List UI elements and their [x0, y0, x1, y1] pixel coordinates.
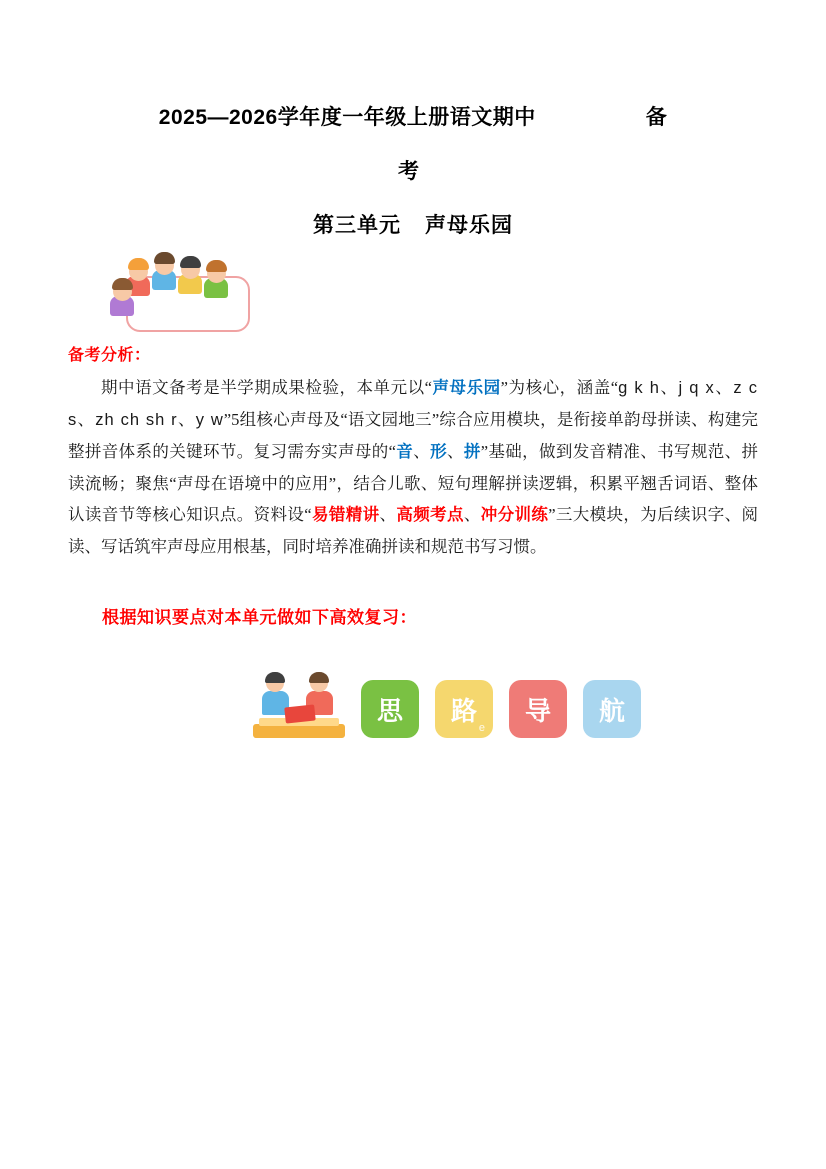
page-title-line-1 [68, 100, 758, 136]
kid-hair [154, 252, 175, 264]
page-title-line-2: 考 [398, 160, 419, 183]
para-highlight-shape: 形 [430, 443, 447, 461]
para-seg-9: ”三大模块，为后续识字、阅读、写话筑牢声母应用根基，同时培养准确拼读和规范书写习惯。 [68, 505, 759, 556]
card-lu [435, 680, 493, 738]
para-seg-5: 、 [446, 442, 464, 461]
page-title-main: 2025—2026学年度一年级上册语文期中 [158, 106, 536, 129]
desk-icon [253, 724, 345, 738]
para-highlight-module-2: 高频考点 [396, 506, 464, 524]
card-hang [583, 680, 641, 738]
page-title-trailing: 备 [645, 106, 668, 129]
kid-hair [128, 258, 149, 270]
thinking-navigation-cards [253, 670, 641, 738]
para-initials-list: g k h、j q x、z c s、zh ch sh r、y w [68, 379, 758, 429]
analysis-paragraph [68, 372, 758, 562]
para-highlight-sound: 音 [395, 443, 414, 461]
card-label: 思 [376, 695, 403, 726]
card-label: 路 [450, 695, 477, 726]
para-seg-8: 、 [463, 505, 481, 524]
para-seg-7: 、 [379, 505, 397, 524]
para-seg-4: 、 [413, 442, 431, 461]
para-highlight-spell: 拼 [463, 443, 481, 461]
kid-hair [180, 256, 201, 268]
page-subtitle [68, 206, 758, 246]
para-seg-3: ”5组核心声母及“语文园地三”综合应用模块，是衔接单韵母拼读、构建完整拼音体系的关键环节。复习需夯实声母的“ [68, 410, 758, 461]
card-sublabel: e [478, 722, 485, 734]
card-label: 航 [598, 695, 625, 726]
student-hair [309, 672, 329, 683]
kid-hair [112, 278, 133, 290]
para-highlight-module-1: 易错精讲 [311, 506, 380, 524]
kids-banner-illustration [104, 248, 254, 338]
card-label: 导 [524, 695, 551, 726]
section-label-analysis: 备考分析： [68, 347, 151, 364]
unit-name: 声母乐园 [425, 214, 513, 237]
para-highlight-core-unit: 声母乐园 [431, 379, 501, 397]
para-seg-6: ”基础，做到发音精准、书写规范、拼读流畅；聚焦“声母在语境中的应用”，结合儿歌、短句理解拼读逻辑，积累平翘舌词语、整体认读音节等核心知识点。资料设“ [68, 442, 758, 524]
para-highlight-module-3: 冲分训练 [480, 506, 549, 524]
students-reading-illustration [253, 670, 345, 738]
student-hair [265, 672, 285, 683]
review-instruction-line: 根据知识要点对本单元做如下高效复习： [102, 608, 417, 627]
book-icon [284, 704, 316, 723]
unit-number: 第三单元 [313, 214, 401, 237]
document-content [68, 100, 759, 734]
para-seg-1: 期中语文备考是半学期成果检验，本单元以“ [101, 378, 432, 397]
para-seg-2: ”为核心，涵盖“ [500, 378, 619, 397]
kid-hair [206, 260, 227, 272]
card-dao [509, 680, 567, 738]
card-si [361, 680, 419, 738]
